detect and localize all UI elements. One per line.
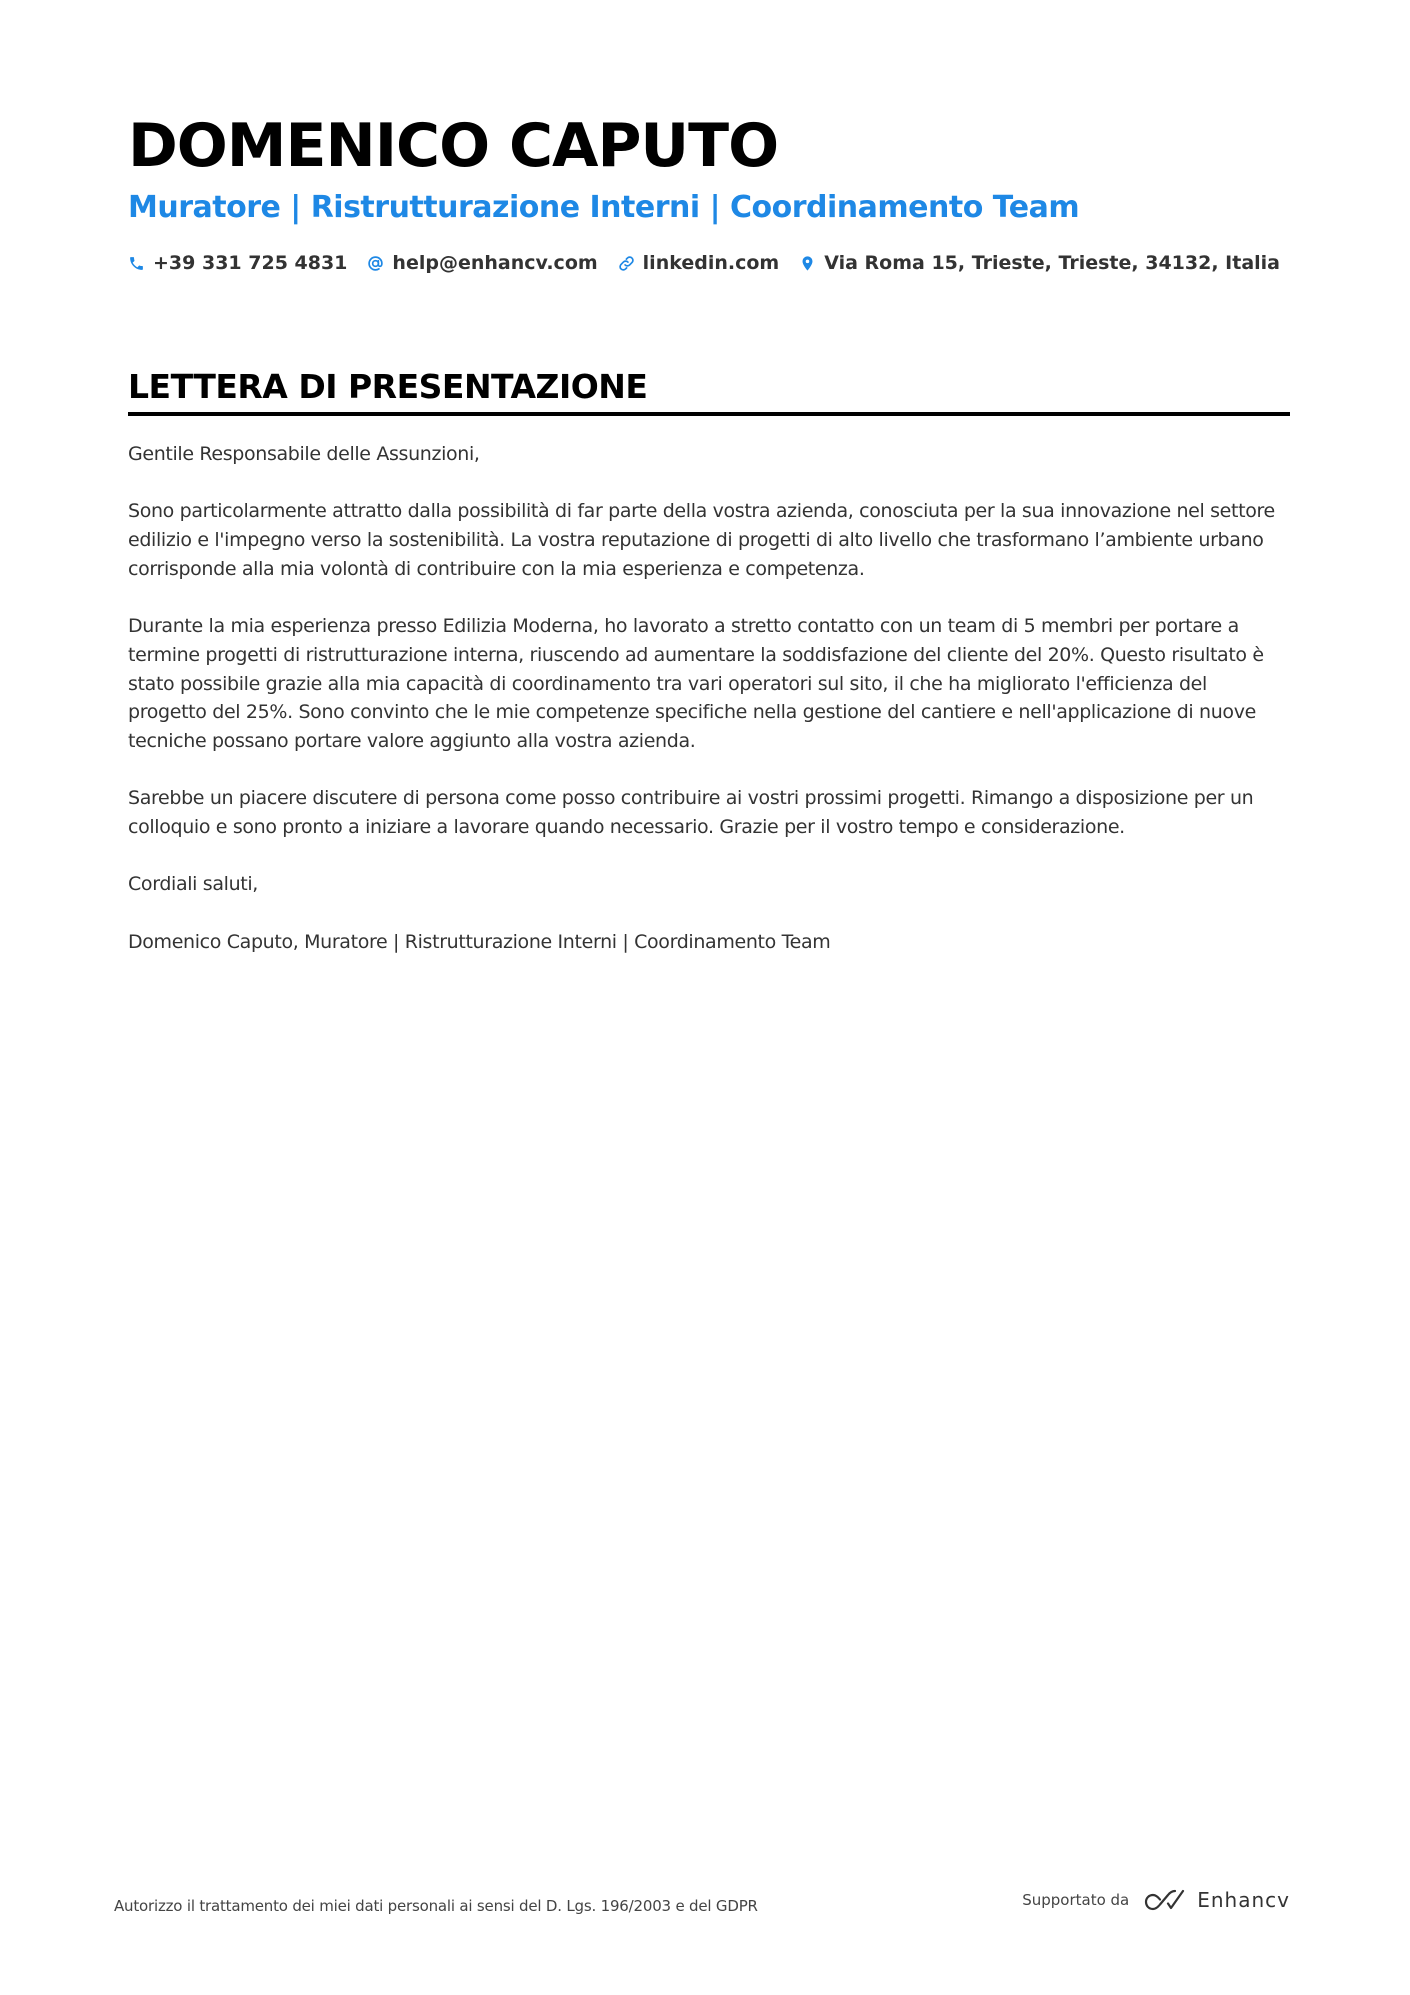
letter-closing: Cordiali saluti,: [128, 873, 258, 896]
linkedin-text: linkedin.com: [642, 252, 780, 274]
letter-greeting: Gentile Responsabile delle Assunzioni,: [128, 443, 480, 465]
contact-bar: [128, 250, 1288, 276]
phone-icon: [128, 255, 145, 272]
link-icon: [618, 255, 635, 272]
candidate-headline: Muratore | Ristrutturazione Interni | Coordinamento Team: [128, 190, 1080, 225]
at-icon: [367, 255, 384, 272]
header: [128, 108, 1288, 276]
section-title: LETTERA DI PRESENTAZIONE: [128, 366, 1290, 416]
letter-signature: Domenico Caputo, Muratore | Ristrutturazione Interni | Coordinamento Team: [128, 930, 831, 953]
letter-paragraph: Sono particolarmente attratto dalla possibilità di far parte della vostra azienda, conosciuta per la sua innovazione nel settore edilizio e l'impegno verso la sostenibilità. La vostra reputazione di progetti di alto livello che trasformano l’ambiente urbano corrisponde alla mia volontà di contribuire con la mia esperienza e competenza.: [128, 500, 1275, 580]
candidate-name: DOMENICO CAPUTO: [128, 111, 779, 181]
enhancv-logo-icon: [1141, 1888, 1187, 1912]
address-text: Via Roma 15, Trieste, Trieste, 34132, Italia: [824, 252, 1280, 274]
letter-paragraph: Sarebbe un piacere discutere di persona come posso contribuire ai vostri prossimi progetti. Rimango a disposizione per un colloquio e sono pronto a iniziare a lavorare quando necessario. Grazie per il vostro tempo e considerazione.: [128, 787, 1254, 839]
contact-email[interactable]: [367, 250, 597, 276]
powered-by: [1022, 1888, 1290, 1912]
powered-by-label: Supportato da: [1022, 1891, 1130, 1909]
phone-text: +39 331 725 4831: [153, 252, 348, 274]
contact-phone: [128, 250, 347, 276]
contact-address: [799, 250, 1280, 276]
cover-letter-section: [128, 366, 1290, 985]
privacy-consent: Autorizzo il trattamento dei miei dati personali ai sensi del D. Lgs. 196/2003 e del GDPR: [114, 1897, 758, 1915]
enhancv-brand[interactable]: [1141, 1888, 1290, 1912]
letter-body: [128, 440, 1290, 957]
letter-paragraph: Durante la mia esperienza presso Edilizia Moderna, ho lavorato a stretto contatto con un team di 5 membri per portare a termine progetti di ristrutturazione interna, riuscendo ad aumentare la soddisfazione del cliente del 20%. Questo risultato è stato possibile grazie alla mia capacità di coordinamento tra vari operatori sul sito, il che ha migliorato l'efficienza del progetto del 25%. Sono convinto che le mie competenze specifiche nella gestione del cantiere e nell'applicazione di nuove tecniche possano portare valore aggiunto alla vostra azienda.: [128, 615, 1264, 752]
location-pin-icon: [799, 255, 816, 272]
brand-name: Enhancv: [1197, 1888, 1290, 1912]
email-text: help@enhancv.com: [392, 252, 598, 274]
contact-linkedin[interactable]: [618, 250, 780, 276]
